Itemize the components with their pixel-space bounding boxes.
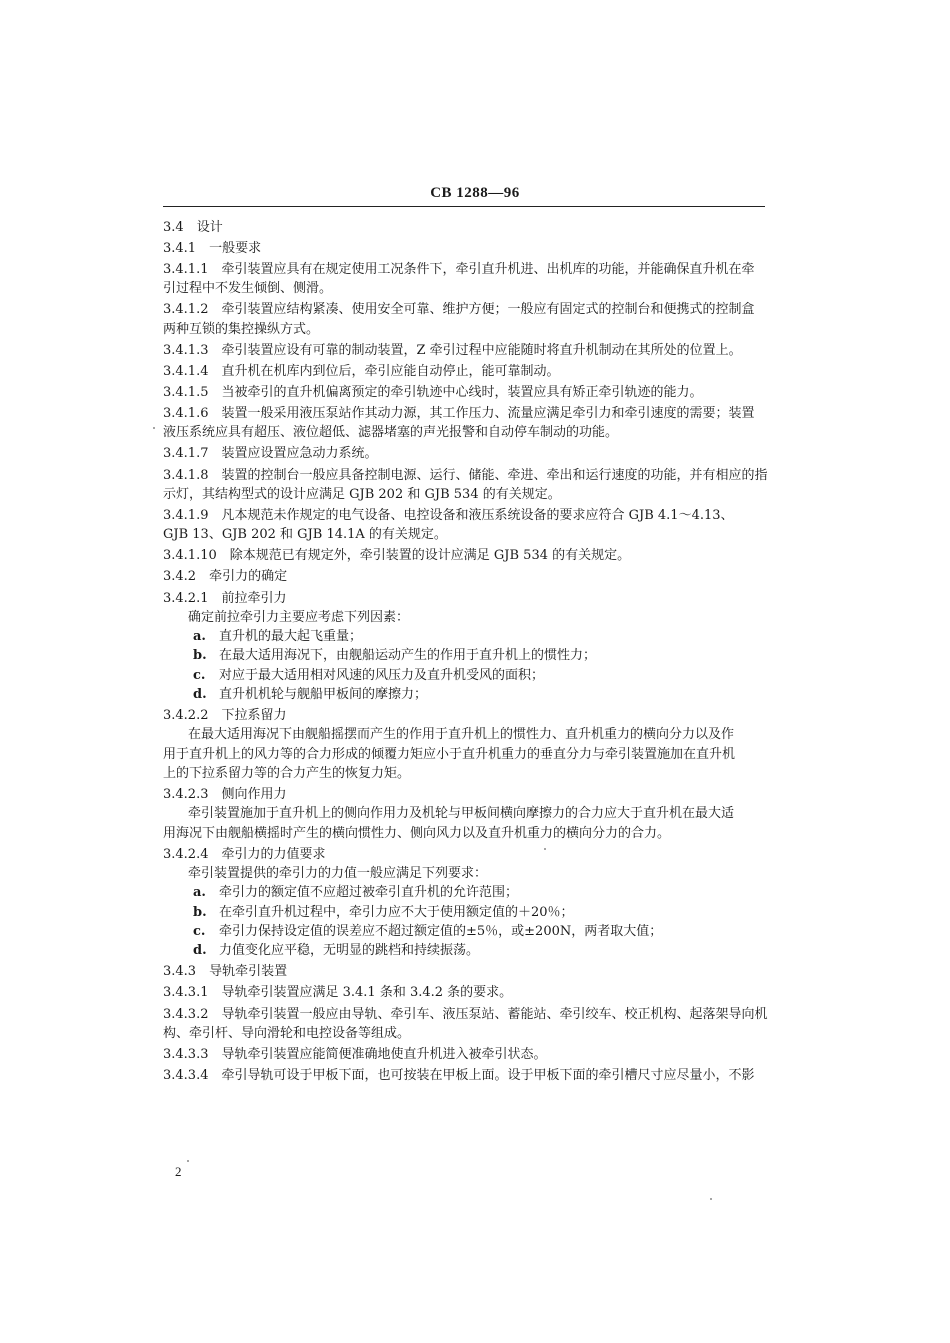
list-item-text: 对应于最大适用相对风速的风压力及直升机受风的面积； bbox=[219, 667, 545, 683]
clause-line bbox=[163, 444, 763, 463]
clause-number: 3.4.3.4 bbox=[163, 1068, 209, 1083]
list-item bbox=[163, 903, 763, 922]
continuation-line: 引过程中不发生倾倒、侧滑。 bbox=[163, 281, 333, 297]
clause-line bbox=[163, 260, 763, 279]
continuation-line: 用于直升机上的风力等的合力形成的倾覆力矩应小于直升机重力的垂直分力与牵引装置施加在直升机 bbox=[163, 746, 736, 762]
continuation-line: 液压系统应具有超压、液位超低、滤器堵塞的声光报警和自动停车制动的功能。 bbox=[163, 425, 619, 441]
clause-text: 导轨牵引装置一般应由导轨、牵引车、液压泵站、蓄能站、牵引绞车、校正机构、起落架导向机 bbox=[221, 1006, 768, 1022]
clause-line bbox=[163, 962, 763, 981]
standard-header: CB 1288—96 bbox=[430, 185, 520, 201]
list-item bbox=[163, 941, 763, 960]
clause-line bbox=[163, 362, 763, 381]
continuation-line: 用海况下由舰船横摇时产生的横向惯性力、侧向风力以及直升机重力的横向分力的合力。 bbox=[163, 825, 671, 841]
clause-line bbox=[163, 567, 763, 586]
continuation-line: GJB 13、GJB 202 和 GJB 14.1A 的有关规定。 bbox=[163, 527, 447, 543]
list-item bbox=[163, 922, 763, 941]
paragraph-line: 确定前拉牵引力主要应考虑下列因素： bbox=[188, 609, 410, 625]
list-item bbox=[163, 666, 763, 685]
clause-text: 凡本规范未作规定的电气设备、电控设备和液压系统设备的要求应符合 GJB 4.1～4.13、 bbox=[221, 507, 734, 523]
clause-line bbox=[163, 1066, 763, 1085]
clause-number: 3.4.1.5 bbox=[163, 384, 209, 400]
clause-text: 牵引导轨可设于甲板下面，也可按装在甲板上面。设于甲板下面的牵引槽尺寸应尽量小，不影 bbox=[221, 1068, 755, 1083]
clause-number: 3.4 bbox=[163, 219, 184, 235]
clause-line bbox=[163, 218, 763, 237]
clause-text: 装置一般采用液压泵站作其动力源，其工作压力、流量应满足牵引力和牵引速度的需要；装置 bbox=[221, 406, 755, 422]
clause-number: 3.4.1.8 bbox=[163, 467, 209, 483]
list-item-text: 牵引力的额定值不应超过被牵引直升机的允许范围； bbox=[219, 885, 519, 901]
clause-line bbox=[163, 300, 763, 319]
clause-text: 一般要求 bbox=[209, 240, 262, 256]
clause-number: 3.4.1.4 bbox=[163, 363, 209, 379]
clause-number: 3.4.1.1 bbox=[163, 261, 209, 277]
clause-number: 3.4.2.1 bbox=[163, 590, 209, 606]
clause-line bbox=[163, 845, 763, 864]
clause-number: 3.4.3.3 bbox=[163, 1046, 209, 1062]
continuation-line: 构、牵引杆、导向滑轮和电控设备等组成。 bbox=[163, 1025, 411, 1041]
list-item-text: 力值变化应平稳，无明显的跳档和持续振荡。 bbox=[219, 943, 480, 959]
clause-text: 直升机在机库内到位后，牵引应能自动停止，能可靠制动。 bbox=[221, 363, 560, 379]
scan-speck bbox=[153, 427, 155, 429]
scan-speck bbox=[187, 1160, 189, 1162]
paragraph-line: 牵引装置提供的牵引力的力值一般应满足下列要求： bbox=[188, 866, 488, 882]
clause-number: 3.4.1 bbox=[163, 240, 197, 256]
document-body bbox=[163, 216, 768, 1085]
continuation-line: 两种互锁的集控操纵方式。 bbox=[163, 321, 320, 337]
list-marker: c. bbox=[193, 667, 206, 683]
continuation-line: 上的下拉系留力等的合力产生的恢复力矩。 bbox=[163, 765, 411, 781]
clause-line bbox=[163, 404, 763, 423]
list-marker: d. bbox=[193, 943, 207, 959]
clause-number: 3.4.1.2 bbox=[163, 302, 209, 318]
paragraph-line: 在最大适用海况下由舰船摇摆而产生的作用于直升机上的惯性力、直升机重力的横向分力以及作 bbox=[188, 727, 735, 743]
clause-number: 3.4.1.9 bbox=[163, 507, 209, 523]
clause-number: 3.4.2 bbox=[163, 569, 197, 585]
list-item bbox=[163, 883, 763, 902]
clause-line bbox=[163, 466, 768, 485]
clause-number: 3.4.1.6 bbox=[163, 406, 209, 422]
clause-text: 装置的控制台一般应具备控制电源、运行、储能、牵进、牵出和运行速度的功能，并有相应的指 bbox=[221, 467, 768, 483]
clause-line bbox=[163, 546, 763, 565]
clause-text: 侧向作用力 bbox=[221, 787, 287, 803]
clause-number: 3.4.3.1 bbox=[163, 985, 209, 1001]
clause-line bbox=[163, 341, 763, 360]
list-marker: a. bbox=[193, 885, 206, 901]
clause-text: 除本规范已有规定外，牵引装置的设计应满足 GJB 534 的有关规定。 bbox=[229, 548, 631, 564]
clause-text: 导轨牵引装置应能简便准确地使直升机进入被牵引状态。 bbox=[221, 1046, 547, 1062]
clause-line bbox=[163, 1005, 768, 1024]
clause-number: 3.4.3.2 bbox=[163, 1006, 209, 1022]
list-item-text: 在最大适用海况下，由舰船运动产生的作用于直升机上的惯性力； bbox=[219, 648, 597, 664]
list-item bbox=[163, 646, 763, 665]
clause-number: 3.4.2.3 bbox=[163, 787, 209, 803]
header-rule bbox=[163, 206, 765, 207]
list-marker: d. bbox=[193, 686, 207, 702]
clause-text: 设计 bbox=[196, 219, 223, 235]
list-marker: c. bbox=[193, 923, 206, 939]
clause-number: 3.4.1.10 bbox=[163, 548, 217, 564]
clause-text: 导轨牵引装置应满足 3.4.1 条和 3.4.2 条的要求。 bbox=[221, 985, 513, 1001]
list-marker: a. bbox=[193, 629, 206, 645]
clause-line bbox=[163, 506, 763, 525]
list-marker: b. bbox=[193, 648, 207, 664]
clause-number: 3.4.2.2 bbox=[163, 708, 209, 724]
clause-line bbox=[163, 785, 763, 804]
clause-text: 牵引力的确定 bbox=[209, 569, 288, 585]
scan-speck bbox=[544, 848, 546, 850]
clause-text: 牵引力的力值要求 bbox=[221, 846, 326, 862]
list-item-text: 在牵引直升机过程中，牵引力应不大于使用额定值的＋20％； bbox=[219, 904, 574, 920]
clause-line bbox=[163, 589, 763, 608]
clause-number: 3.4.1.3 bbox=[163, 342, 209, 358]
list-item-text: 直升机机轮与舰船甲板间的摩擦力； bbox=[219, 686, 428, 702]
list-item-text: 直升机的最大起飞重量； bbox=[219, 629, 363, 645]
clause-number: 3.4.2.4 bbox=[163, 846, 209, 862]
clause-number: 3.4.3 bbox=[163, 964, 197, 980]
clause-text: 牵引装置应结构紧凑、使用安全可靠、维护方便；一般应有固定式的控制台和便携式的控制盒 bbox=[221, 302, 755, 318]
list-item-text: 牵引力保持设定值的误差应不超过额定值的±5％，或±200N，两者取大值； bbox=[219, 923, 663, 939]
clause-text: 装置应设置应急动力系统。 bbox=[221, 446, 378, 462]
list-marker: b. bbox=[193, 904, 207, 920]
clause-text: 当被牵引的直升机偏离预定的牵引轨迹中心线时，装置应具有矫正牵引轨迹的能力。 bbox=[221, 384, 703, 400]
clause-text: 导轨牵引装置 bbox=[209, 964, 288, 980]
clause-line bbox=[163, 983, 763, 1002]
clause-text: 牵引装置应具有在规定使用工况条件下，牵引直升机进、出机库的功能，并能确保直升机在牵 bbox=[221, 261, 755, 277]
clause-text: 牵引装置应设有可靠的制动装置，Z 牵引过程中应能随时将直升机制动在其所处的位置上。 bbox=[221, 342, 742, 358]
page-number: 2 bbox=[175, 1164, 182, 1179]
continuation-line: 示灯，其结构型式的设计应满足 GJB 202 和 GJB 534 的有关规定。 bbox=[163, 486, 561, 502]
clause-line bbox=[163, 239, 763, 258]
scan-speck bbox=[710, 1198, 712, 1200]
clause-text: 前拉牵引力 bbox=[221, 590, 287, 606]
list-item bbox=[163, 627, 763, 646]
clause-line bbox=[163, 1045, 763, 1064]
paragraph-line: 牵引装置施加于直升机上的侧向作用力及机轮与甲板间横向摩擦力的合力应大于直升机在最大适 bbox=[188, 806, 735, 822]
list-item bbox=[163, 685, 763, 704]
clause-number: 3.4.1.7 bbox=[163, 446, 209, 462]
clause-line bbox=[163, 383, 763, 402]
clause-text: 下拉系留力 bbox=[221, 708, 287, 724]
clause-line bbox=[163, 706, 763, 725]
